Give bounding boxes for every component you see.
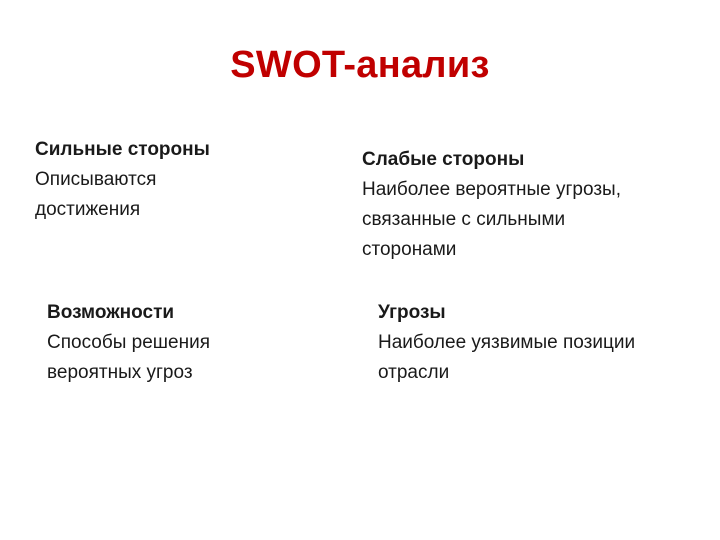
weaknesses-text: Наиболее вероятные угрозы, связанные с сильными сторонами [362, 179, 621, 260]
threats-section [378, 298, 708, 388]
strengths-text: Описываются достижения [35, 169, 157, 220]
opportunities-section [47, 298, 327, 388]
opportunities-text: Способы решения вероятных угроз [47, 332, 211, 383]
strengths-heading: Сильные стороны [35, 139, 210, 160]
threats-text: Наиболее уязвимые позиции отрасли [378, 332, 636, 383]
slide-title: SWOT-анализ [230, 44, 490, 86]
weaknesses-heading: Слабые стороны [362, 149, 525, 170]
strengths-section [35, 135, 315, 225]
weaknesses-section [362, 145, 702, 265]
opportunities-heading: Возможности [47, 302, 175, 323]
threats-heading: Угрозы [378, 302, 446, 323]
